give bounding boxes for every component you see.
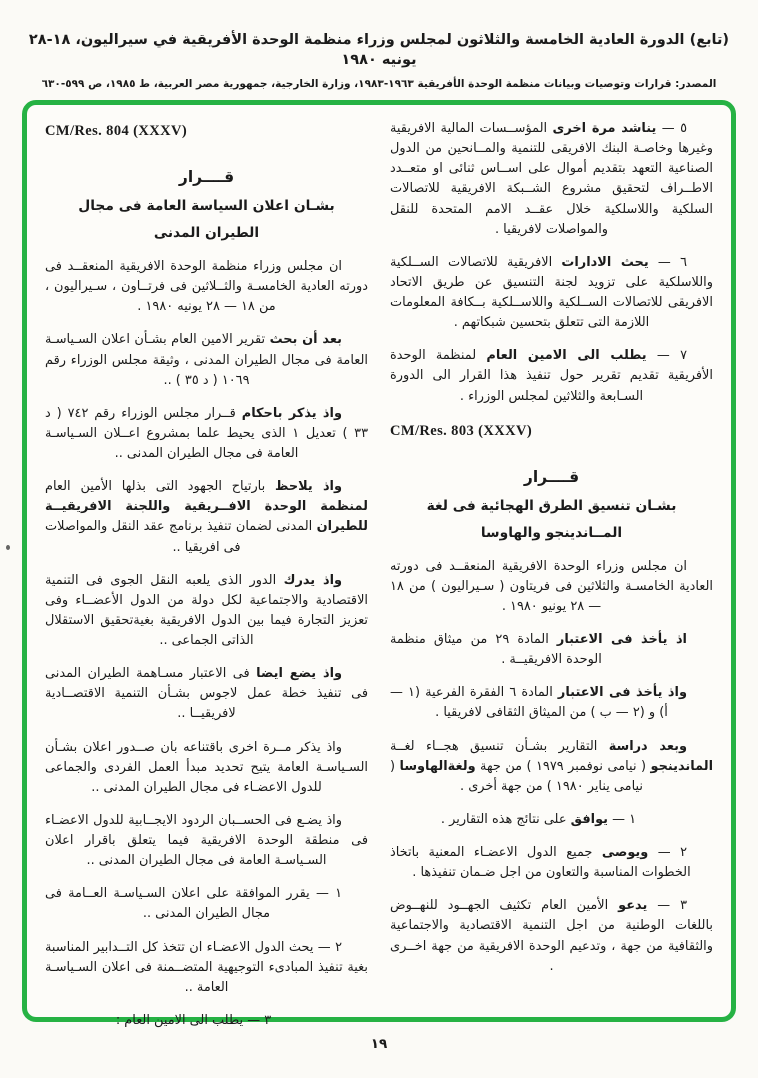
two-column-layout xyxy=(45,119,713,1028)
paragraph: واذ يضـع فى الحســبان الردود الايجــابية للدول الاعضـاء فى منطقة الوحدة الافريقية فيما يتعلق باقرار اعلان السـياسـة العامة فى مجال الطيران المدنى .. xyxy=(45,812,368,869)
content-border xyxy=(22,100,736,1028)
paragraph: ٧ — يطلب الى الامين العام لمنظمة الوحدة الأفريقية تقديم تقرير حول تنفيذ هذا القرار الى الدورة السـابعة والثلاثين لمجلس الوزراء . xyxy=(390,348,713,404)
margin-mark xyxy=(6,545,10,550)
paragraph: واذ يذكر باحكام قــرار مجلس الوزراء رقم ٧٤٢ ( د ٣٣ ) تعديل ١ الذى يحيط علما بمشروع اعــلان السـياسـة العامة فى مجال الطيران المدنى .. xyxy=(45,405,368,461)
source-citation: المصدر: قرارات وتوصيات وبيانات منظمة الوحدة الأفريقية ١٩٦٣-١٩٨٣، وزارة الخارجية، جمهورية مصر العربية، ط ١٩٨٥، ص ٥٩٩-٦٣٠ xyxy=(41,77,717,90)
paragraph: ٢ — ويوصى جميع الدول الاعضـاء المعنية باتخاذ الخطوات المناسبة والتعاون من اجل ضـمان تنفيذها . xyxy=(390,845,691,881)
column-right-res-803 xyxy=(390,119,713,1009)
paragraph: ١ — يوافق على نتائج هذه التقارير . xyxy=(440,811,637,827)
session-title: (تابع) الدورة العادية الخامسة والثلاثون لمجلس وزراء منظمة الوحدة الأفريقية في سيراليون، ١٨-٢٨ يونيه ١٩٨٠ xyxy=(28,32,730,69)
resolution-title: قــــرار xyxy=(178,168,235,186)
resolution-ref: CM/Res. 804 (XXXV) xyxy=(45,123,188,139)
page-header xyxy=(28,30,730,90)
paragraph: ٥ — يناشد مرة اخرى المؤســسات المالية الافريقية وغيرها وخاصـة البنك الافريقى للتنمية والمــانحين من الدول الصناعية التعهد بتقديم أموال على اســاس ثنائى او متعــدد الاطــراف لتحقيق مشروع الشــبكة الافريقية للاتصالات السلكية واللاسلكية خلال عقــد الامم المتحدة للنقل والمواصلات لافريقيا . xyxy=(390,121,713,237)
paragraph: واذ يذكر مــرة اخرى باقتناعه بان صــدور اعلان بشـأن السـياسـة العامة يتيح تحديد مبدأ العمل الفردى والجماعى للدول الاعضـاء فى مجال الطيران المدنى .. xyxy=(45,739,368,795)
resolution-subtitle: المــاندينجو والهاوسا xyxy=(480,524,623,541)
paragraph: ٣ — يطلب الى الامين العام : xyxy=(115,1012,272,1028)
paragraph: ٢ — يحث الدول الاعضـاء ان تتخذ كل التــدابير المناسبة بغية تنفيذ المبادىء التوجيهية المتضــمنة فى اعلان السـياسـة العامة .. xyxy=(45,939,368,995)
resolution-subtitle: الطيران المدنى xyxy=(153,225,260,241)
resolution-subtitle: بشـان اعلان السياسة العامة فى مجال xyxy=(78,198,335,214)
paragraph: ان مجلس وزراء الوحدة الافريقية المنعقــد فى دورته العادية الخامسـة والثلاثين فى فريتاون ( سـيراليون ) من ١٨ — ٢٨ يونيو ١٩٨٠ . xyxy=(390,558,713,614)
resolution-subtitle: بشـان تنسيق الطرق الهجائية فى لغة xyxy=(426,497,677,514)
paragraph: بعد أن بحث تقرير الامين العام بشـأن اعلان السـياسـة العامة فى مجال الطيران المدنى ، وثيقة مجلس الوزراء رقم ١٠٦٩ ( د ٣٥ ) .. xyxy=(45,332,368,388)
paragraph: واذ يضع ايضا فى الاعتبار مسـاهمة الطيران المدنى فى تنفيذ خطة عمل لاجوس بشـأن التنمية الاقتصــادية لافريقيــا .. xyxy=(45,666,368,722)
paragraph: اذ يأخذ فى الاعتبار المادة ٢٩ من ميثاق منظمة الوحدة الافريقيــة . xyxy=(390,632,687,668)
paragraph: ٦ — يحث الادارات الافريقية للاتصالات الســلكية واللاسلكية على تزويد لجنة التنسيق عن طريق الاتحاد الافريقى للاتصالات الســلكية واللاســلكية بــكافة المعلومات اللازمة التى تتعلق بتحسين شبكاتهم . xyxy=(390,254,713,331)
paragraph: واذ يأخذ فى الاعتبار المادة ٦ الفقرة الفرعية (١ — أ) و (٢ — ب ) من الميثاق الثقافى لافريقيا . xyxy=(390,685,687,721)
paragraph: ٣ — يدعو الأمين العام تكثيف الجهــود للنهــوض باللغات الوطنية من اجل التنمية الاقتصادية والاجتماعية والثقافية من جهة ، وتدعيم الوحدة الافريقية من جهة اخــرى . xyxy=(390,898,713,974)
paragraph: وبعد دراسة التقارير بشـأن تنسيق هجــاء لغــة الماندينجو ( نيامى نوفمبر ١٩٧٩ ) من جهة ولغةالهاوسا ( نيامى يناير ١٩٨٠ ) من جهة أخرى . xyxy=(390,738,713,794)
paragraph: ان مجلس وزراء منظمة الوحدة الافريقية المنعقــد فى دورته العادية الخامسـة والثــلاثين فى فرتــاون ، سـيراليون ، من ١٨ — ٢٨ يونيه ١٩٨٠ . xyxy=(45,259,368,315)
paragraph: واذ يدرك الدور الذى يلعبه النقل الجوى فى التنمية الاقتصادية والاجتماعية لكل دولة من الدول الأعضــاء وفى تعزيز التجارة فيما بين الدول الافريقية بغيةتحقيق الاستقلال الذاتى الجماعى .. xyxy=(45,572,368,648)
resolution-ref: CM/Res. 803 (XXXV) xyxy=(390,422,533,439)
page-number: ١٩ xyxy=(370,1036,388,1052)
resolution-title: قــــرار xyxy=(523,467,580,486)
paragraph: ١ — يقرر الموافقة على اعلان السـياسـة العــامة فى مجال الطيران المدنى .. xyxy=(45,886,342,922)
column-left-res-804 xyxy=(45,119,368,1028)
paragraph: واذ يلاحظ بارتياح الجهود التى بذلها الأمين العام لمنظمة الوحدة الافــريقية واللجنة الافريقيــة للطيران المدنى لضمان تنفيذ برنامج عقد النقل والمواصلات فى افريقيا .. xyxy=(45,479,368,555)
